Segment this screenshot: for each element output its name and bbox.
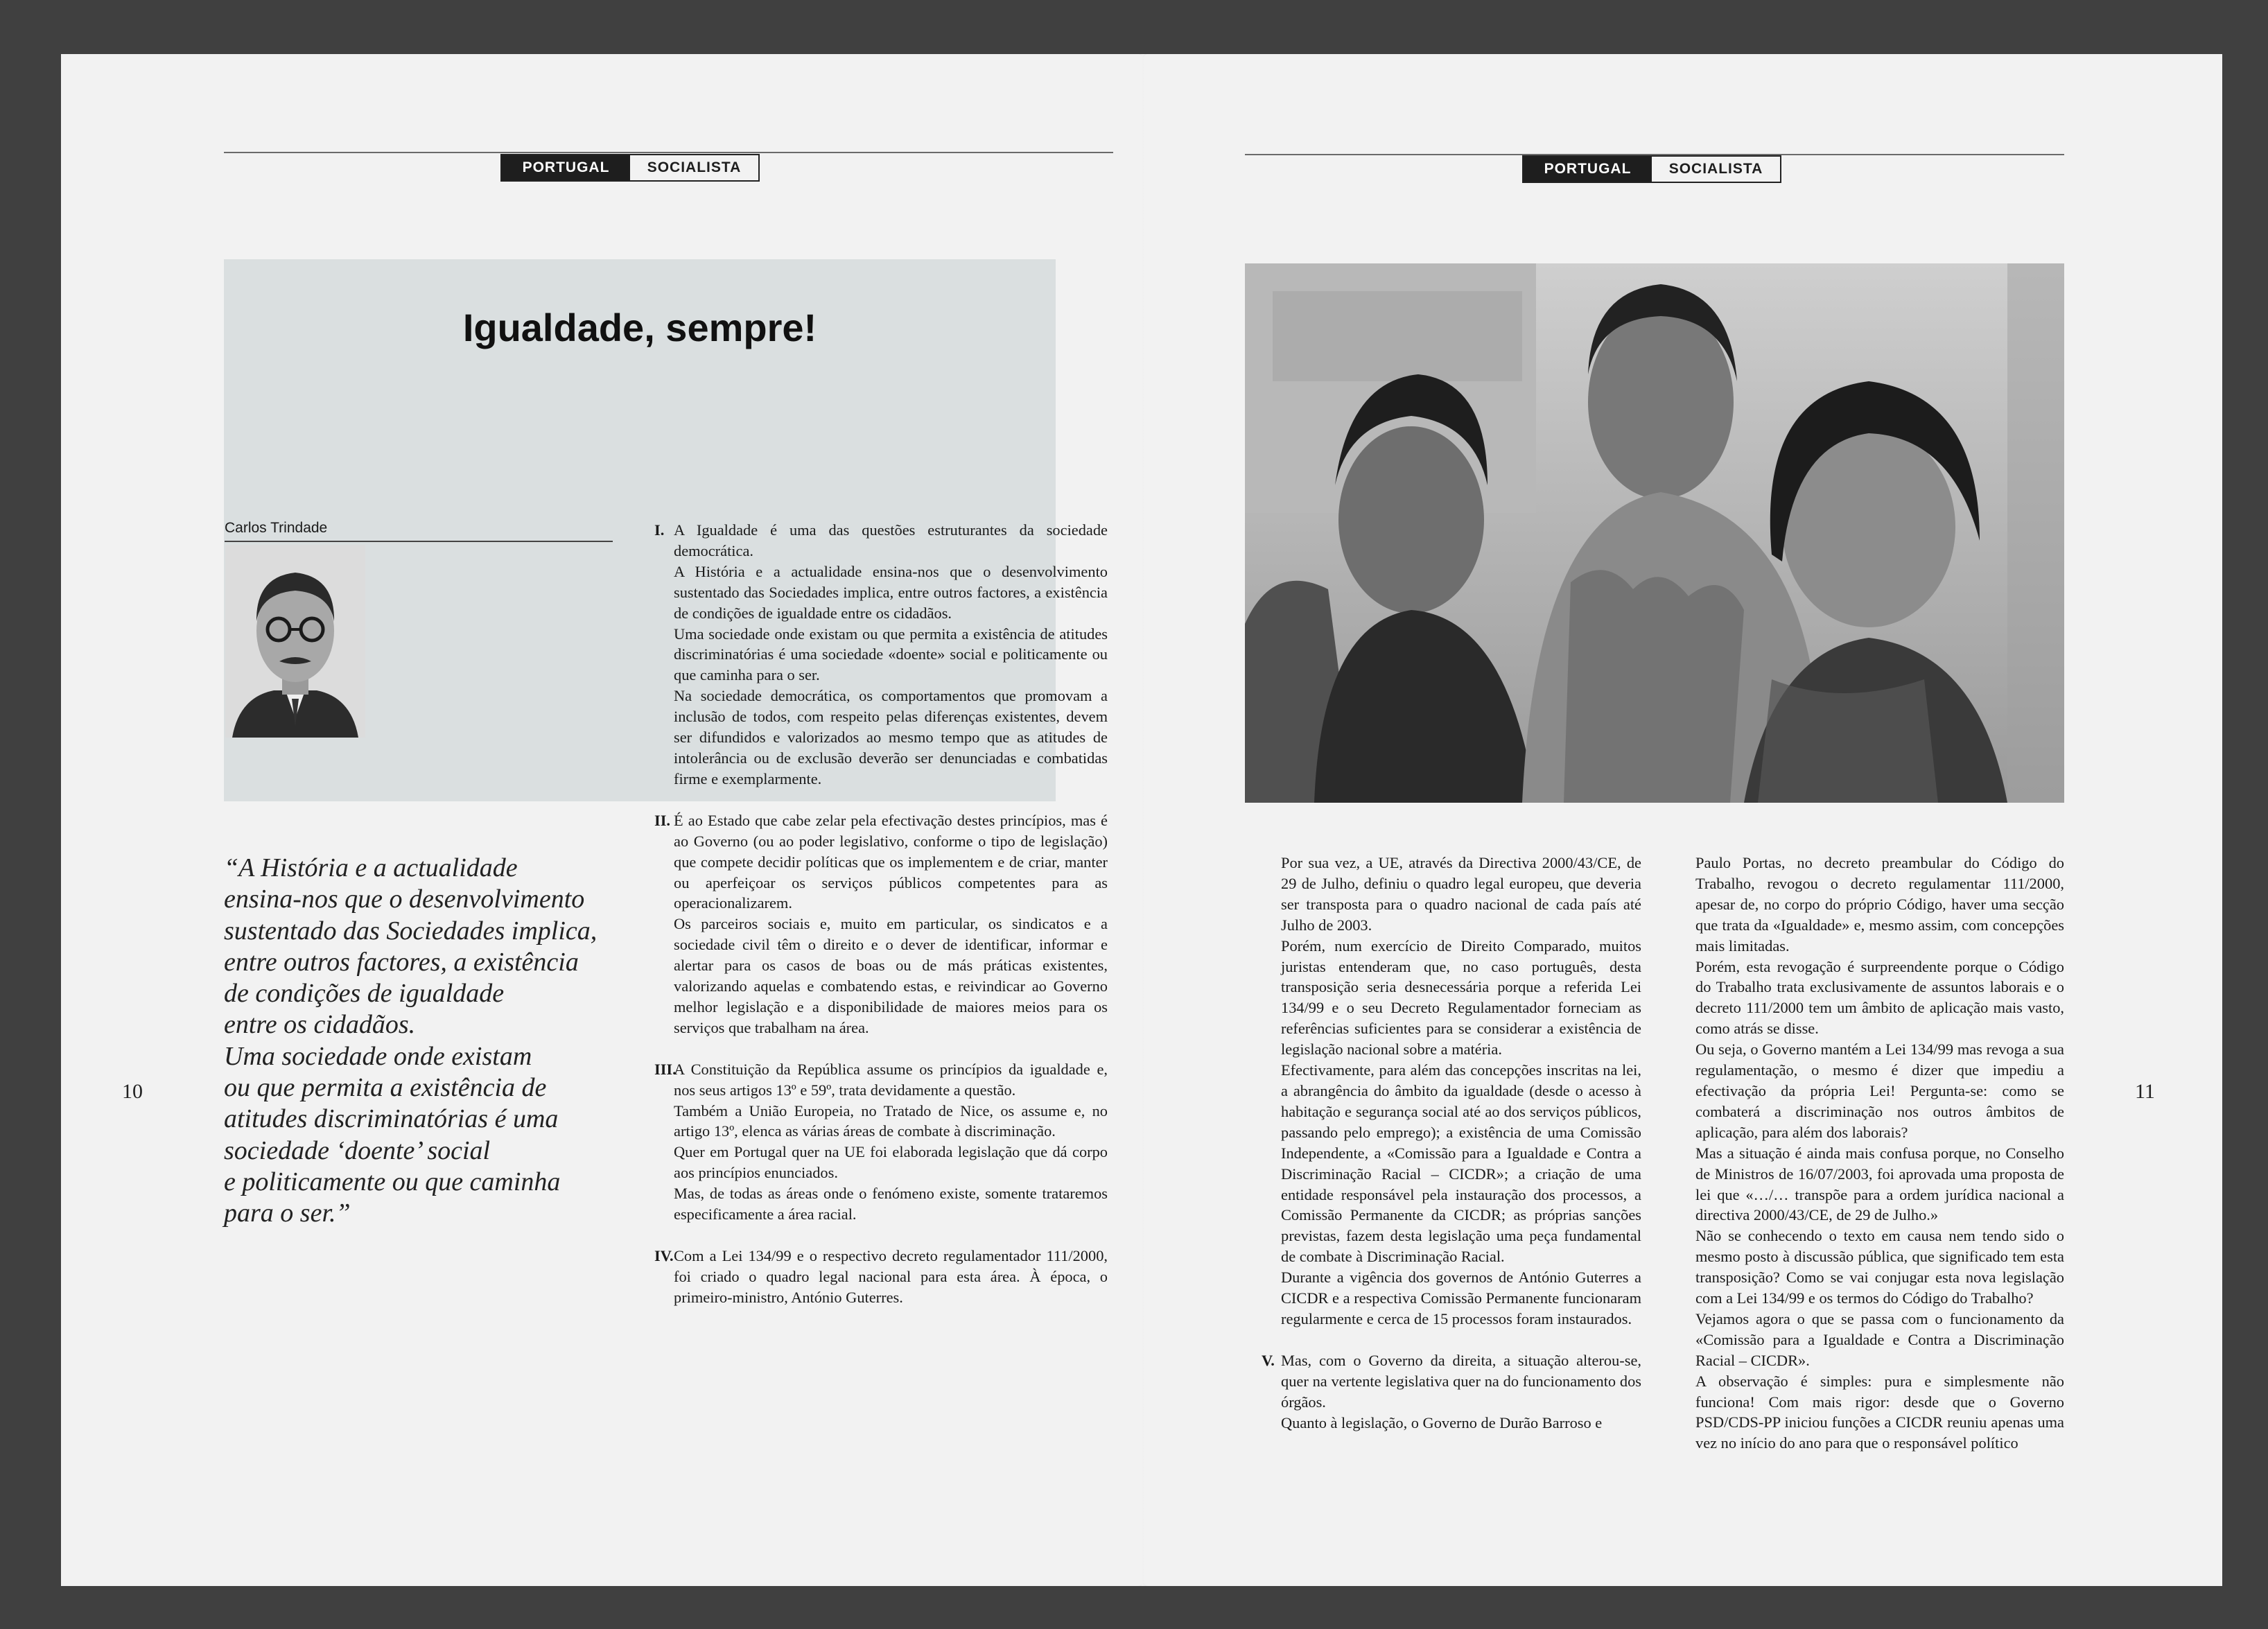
left-page [61,54,1142,1586]
pull-quote-line: sustentado das Sociedades implica, [224,916,597,946]
paragraph: Uma sociedade onde existam ou que permita a existência de atitudes discriminatórias é uma sociedade «doente» social e politicamente ou que caminha para o ser. [674,625,1108,684]
paragraph: Durante a vigência dos governos de António Guterres a CICDR e a respectiva Comissão Permanente funcionaram regularmente e cerca de 15 processos foram instaurados. [1281,1269,1641,1327]
pull-quote-line: Uma sociedade onde existam [224,1041,532,1071]
section-number: V. [1262,1351,1275,1369]
pull-quote-line: e politicamente ou que caminha [224,1167,561,1196]
section-number: II. [654,811,671,829]
section-number: I. [654,521,665,539]
paragraph: Quanto à legislação, o Governo de Durão Barroso e [1281,1413,1603,1431]
paragraph: Os parceiros sociais e, muito em particular, os sindicatos e a sociedade civil têm o direito e o dever de identificar, informar e alertar para os casos de boas ou de más práticas existentes, valorizando aquelas e combatendo estas, e reivindicar ao Governo melhor legislação e a disponibilidade de maiores meios para os serviços que trabalham na área. [674,915,1108,1036]
article-title: Igualdade, sempre! [462,306,817,349]
paragraph: Vejamos agora o que se passa com o funcionamento da «Comissão para a Igualdade e Contra a Discriminação Racial – CICDR». [1695,1309,2064,1369]
section-number: III. [654,1060,677,1078]
masthead [500,154,760,182]
paragraph: A Constituição da República assume os princípios da igualdade e, nos seus artigos 13º e 59º, trata devidamente a questão. [674,1060,1108,1099]
page-number-left: 10 [122,1080,143,1103]
paragraph: Na sociedade democrática, os comportamentos que promovam a inclusão de todos, com respeito pelas diferenças existentes, devem ser difundidos e valorizados ao mesmo tempo que as atitudes de intolerância ou de exclusão deverão ser denunciadas e combatidas firme e exemplarmente. [674,687,1108,787]
article-section [654,520,1108,790]
paragraph: Mas, de todas as áreas onde o fenómeno existe, somente trataremos especificamente a área racial. [674,1185,1108,1223]
right-page [1144,54,2222,1586]
section-body [674,1246,1108,1308]
pull-quote-line: ensina-nos que o desenvolvimento [224,885,585,914]
page-number-right: 11 [2135,1080,2155,1103]
paragraph: Com a Lei 134/99 e o respectivo decreto regulamentador 111/2000, foi criado o quadro legal nacional para esta área. À época, o primeiro-ministro, António Guterres. [674,1247,1108,1306]
paragraph: Mas, com o Governo da direita, a situação alterou-se, quer na vertente legislativa quer na do funcionamento dos órgãos. [1281,1351,1641,1411]
masthead [1522,155,1781,183]
pull-quote-line: atitudes discriminatórias é uma [224,1104,559,1134]
pull-quote [224,853,681,1230]
section-number: IV. [654,1247,674,1264]
masthead-portugal: PORTUGAL [1524,157,1652,182]
pull-quote-line: ou que permita a existência de [224,1073,547,1103]
section-body [1281,853,1641,1330]
article-photo [1245,263,2064,803]
masthead-portugal: PORTUGAL [502,155,630,180]
pull-quote-line: de condições de igualdade [224,979,505,1009]
section-body [674,520,1108,790]
paragraph: Porém, esta revogação é surpreendente porque o Código do Trabalho trata exclusivamente de assuntos laborais e o decreto 111/2000 tem um âmbito de aplicação mais vasto, como atrás se disse. [1695,957,2064,1038]
article-section [654,1059,1108,1225]
paragraph: Mas a situação é ainda mais confusa porque, no Conselho de Ministros de 16/07/2003, foi aprovada uma proposta de lei que «…/… transpõe para a ordem jurídica nacional a directiva 2000/43/CE, de 29 de Julho.» [1695,1144,2064,1224]
article-section [654,1246,1108,1308]
paragraph: Ou seja, o Governo mantém a Lei 134/99 mas revoga a sua regulamentação, o mesmo é dizer que impediu a efectivação da própria Lei! Pergunta-se: como se combaterá a discriminação nos outros âmbitos de aplicação, para além dos laborais? [1695,1040,2064,1141]
pull-quote-line: sociedade ‘doente’ social [224,1135,491,1165]
right-article-column-2 [1695,853,2064,1454]
paragraph: Não se conhecendo o texto em causa nem tendo sido o mesmo posto à discussão pública, que significado tem esta transposição? Como se vai conjugar esta nova legislação com a Lei 134/99 e os termos do Código do Trabalho? [1695,1227,2064,1307]
paragraph: É ao Estado que cabe zelar pela efectivação destes princípios, mas é ao Governo (ou ao poder legislativo, conforme o tipo de legislação) que compete decidir políticas que os implementem e de criar, manter ou aperfeiçoar os serviços públicos competentes para as operacionalizarem. [674,811,1108,912]
paragraph: Porém, num exercício de Direito Comparado, muitos juristas entenderam que, no caso português, desta transposição seria desnecessária porque a referida Lei 134/99 e o seu Decreto Regulamentador forneciam as referências suficientes para se considerar a existência de legislação nacional sobre a matéria. [1281,937,1641,1059]
section-body [1281,1350,1641,1434]
article-section [1262,1350,1641,1434]
section-body [674,1059,1108,1225]
pull-quote-line: “A História e a actualidade [224,853,518,882]
header-rule [224,152,1113,153]
paragraph: Também a União Europeia, no Tratado de Nice, os assume e, no artigo 13º, elenca as várias áreas de combate à discriminação. [674,1101,1108,1140]
paragraph: A observação é simples: pura e simplesmente não funciona! Com mais rigor: desde que o Governo PSD/CDS-PP iniciou funções a CICDR reuniu apenas uma vez no início do ano para que o responsável político [1695,1372,2064,1452]
paragraph: Efectivamente, para além das concepções inscritas na lei, a abrangência do âmbito da igualdade (desde o acesso à habitação e segurança social até ao dos serviços públicos, passando pelo emprego); a existência de uma Comissão Independente, a «Comissão para a Igualdade e Contra a Discriminação Racial – CICDR»; a criação de uma entidade responsável pela instauração dos processos, a Comissão Permanente da CICDR; as próprias sanções previstas, fazem desta legislação uma peça fundamental de combate à Discriminação Racial. [1281,1061,1641,1266]
article-section [654,810,1108,1038]
author-portrait [225,545,365,738]
masthead-socialista: SOCIALISTA [630,155,758,180]
article-section [1262,853,1641,1330]
paragraph: Paulo Portas, no decreto preambular do Código do Trabalho, revogou o decreto regulamentar 111/2000, apesar de, no corpo do próprio Código, haver uma secção que trata da «Igualdade» e, mesmo assim, com concepções mais limitadas. [1695,854,2064,955]
pull-quote-line: entre outros factores, a existência [224,947,579,977]
masthead-socialista: SOCIALISTA [1652,157,1780,182]
pull-quote-line: entre os cidadãos. [224,1010,416,1040]
pull-quote-line: para o ser.” [224,1199,351,1228]
paragraph: A Igualdade é uma das questões estruturantes da sociedade democrática. [674,521,1108,559]
author-name: Carlos Trindade [225,520,613,542]
section-number [1262,853,1281,1330]
paragraph: Quer em Portugal quer na UE foi elaborada legislação que dá corpo aos princípios enunciados. [674,1143,1108,1182]
right-article-column-1 [1262,853,1641,1433]
left-article-column [654,520,1108,1308]
section-body [674,810,1108,1038]
paragraph: Por sua vez, a UE, através da Directiva 2000/43/CE, de 29 de Julho, definiu o quadro legal europeu, que deveria ser transposta para o quadro nacional de cada país até Julho de 2003. [1281,854,1641,934]
paragraph: A História e a actualidade ensina-nos que o desenvolvimento sustentado das Sociedades implica, entre outros factores, a existência de condições de igualdade entre os cidadãos. [674,562,1108,622]
